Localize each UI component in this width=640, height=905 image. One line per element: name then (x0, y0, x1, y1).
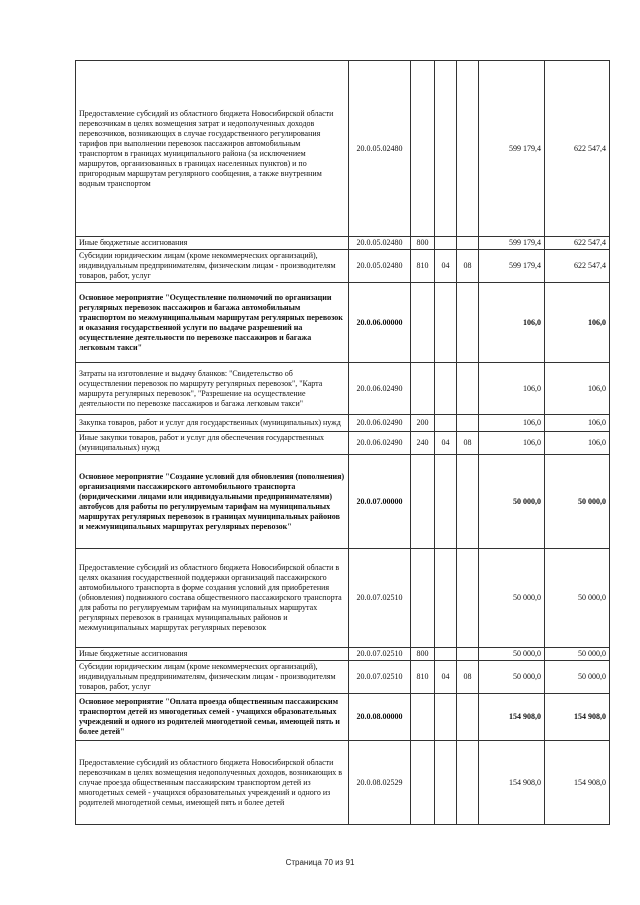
row-sum1-cell: 106,0 (479, 283, 545, 363)
row-rz-cell (435, 694, 457, 741)
table-row (76, 661, 610, 694)
row-pr-cell (457, 694, 479, 741)
row-sum1-cell: 599 179,4 (479, 237, 545, 250)
row-sum1-cell: 106,0 (479, 415, 545, 432)
budget-table-body (76, 61, 610, 825)
row-code-cell: 20.0.05.02480 (349, 61, 411, 237)
row-vr-cell (411, 741, 435, 825)
row-vr-cell (411, 363, 435, 415)
row-name-cell: Предоставление субсидий из областного бюджета Новосибирской области перевозчикам в целях возмещения недополученных доходов, возникающих в случае проезда общественным пассажирским транспортом детей из многодетных семей - учащихся образовательных учреждений и одного из родителей многодетной семьи, имеющей пять и более детей (76, 741, 349, 825)
row-pr-cell (457, 61, 479, 237)
row-code-cell: 20.0.07.02510 (349, 661, 411, 694)
row-name-cell: Основное мероприятие "Создание условий для обновления (пополнения) организациями пассажирского автомобильного транспорта (юридическими лицами или индивидуальными предпринимателями) автобусов для работы по регулируемым тарифам на муниципальных маршрутах регулярных перевозок в границах муниципальных районов и межмуниципальных маршрутах регулярных перевозок" (76, 455, 349, 549)
row-pr-cell (457, 283, 479, 363)
row-pr-cell: 08 (457, 661, 479, 694)
table-row (76, 694, 610, 741)
row-vr-cell: 800 (411, 237, 435, 250)
row-rz-cell (435, 648, 457, 661)
row-sum2-cell: 622 547,4 (545, 61, 610, 237)
row-pr-cell (457, 455, 479, 549)
row-sum1-cell: 154 908,0 (479, 694, 545, 741)
row-name-cell: Предоставление субсидий из областного бюджета Новосибирской области в целях оказания государственной поддержки организаций пассажирского автомобильного транспорта в форме создания условий для приобретения (обновления) подвижного состава общественного пассажирского транспорта для работы по регулируемым тарифам на муниципальных маршрутах регулярных перевозок в границах муниципальных районов и межмуниципальных маршрутах регулярных перевозок (76, 549, 349, 648)
row-rz-cell (435, 283, 457, 363)
row-sum1-cell: 50 000,0 (479, 661, 545, 694)
row-name-cell: Закупка товаров, работ и услуг для государственных (муниципальных) нужд (76, 415, 349, 432)
row-sum2-cell: 622 547,4 (545, 237, 610, 250)
row-pr-cell (457, 415, 479, 432)
row-code-cell: 20.0.06.00000 (349, 283, 411, 363)
row-vr-cell (411, 283, 435, 363)
row-vr-cell: 200 (411, 415, 435, 432)
row-sum1-cell: 106,0 (479, 432, 545, 455)
row-rz-cell (435, 455, 457, 549)
row-vr-cell: 240 (411, 432, 435, 455)
row-code-cell: 20.0.05.02480 (349, 250, 411, 283)
row-sum2-cell: 106,0 (545, 363, 610, 415)
row-code-cell: 20.0.06.02490 (349, 432, 411, 455)
row-sum1-cell: 50 000,0 (479, 455, 545, 549)
row-rz-cell (435, 237, 457, 250)
row-pr-cell: 08 (457, 250, 479, 283)
table-row (76, 283, 610, 363)
row-name-cell: Субсидии юридическим лицам (кроме некоммерческих организаций), индивидуальным предпринимателям, физическим лицам - производителям товаров, работ, услуг (76, 661, 349, 694)
row-rz-cell (435, 61, 457, 237)
row-rz-cell: 04 (435, 661, 457, 694)
budget-table (75, 60, 610, 825)
row-pr-cell: 08 (457, 432, 479, 455)
row-sum1-cell: 599 179,4 (479, 61, 545, 237)
row-code-cell: 20.0.06.02490 (349, 415, 411, 432)
row-name-cell: Иные бюджетные ассигнования (76, 237, 349, 250)
row-name-cell: Иные закупки товаров, работ и услуг для обеспечения государственных (муниципальных) нужд (76, 432, 349, 455)
table-row (76, 432, 610, 455)
row-name-cell: Затраты на изготовление и выдачу бланков: "Свидетельство об осуществлении перевозок по маршруту регулярных перевозок", "Карта маршрута регулярных перевозок", "Разрешение на осуществление деятельности по перевозке пассажиров и багажа легковым такси" (76, 363, 349, 415)
row-sum1-cell: 50 000,0 (479, 648, 545, 661)
row-pr-cell (457, 237, 479, 250)
row-sum2-cell: 154 908,0 (545, 741, 610, 825)
row-code-cell: 20.0.06.02490 (349, 363, 411, 415)
row-sum2-cell: 50 000,0 (545, 549, 610, 648)
row-sum2-cell: 50 000,0 (545, 648, 610, 661)
row-pr-cell (457, 363, 479, 415)
table-row (76, 237, 610, 250)
row-rz-cell: 04 (435, 250, 457, 283)
row-pr-cell (457, 549, 479, 648)
table-row (76, 250, 610, 283)
table-row (76, 648, 610, 661)
row-pr-cell (457, 648, 479, 661)
row-vr-cell (411, 455, 435, 549)
row-vr-cell (411, 61, 435, 237)
row-name-cell: Субсидии юридическим лицам (кроме некоммерческих организаций), индивидуальным предпринимателям, физическим лицам - производителям товаров, работ, услуг (76, 250, 349, 283)
row-sum1-cell: 50 000,0 (479, 549, 545, 648)
row-sum2-cell: 50 000,0 (545, 661, 610, 694)
row-sum1-cell: 154 908,0 (479, 741, 545, 825)
row-pr-cell (457, 741, 479, 825)
row-sum1-cell: 106,0 (479, 363, 545, 415)
row-name-cell: Основное мероприятие "Оплата проезда общественным пассажирским транспортом детей из многодетных семей - учащихся образовательных учреждений и одного из родителей многодетной семьи, имеющей пять и более детей" (76, 694, 349, 741)
table-row (76, 61, 610, 237)
row-code-cell: 20.0.07.02510 (349, 648, 411, 661)
row-rz-cell: 04 (435, 432, 457, 455)
row-vr-cell: 810 (411, 661, 435, 694)
row-vr-cell: 810 (411, 250, 435, 283)
row-name-cell: Предоставление субсидий из областного бюджета Новосибирской области перевозчикам в целях возмещения затрат и недополученных доходов перевозчиков, возникающих в случае государственного регулирования тарифов при выполнении перевозок пассажиров автомобильным транспортом в границах муниципального района (за исключением маршрутов, организованных в границах населенных пунктов) и по пригородным маршрутам регулярного сообщения, а также внутренним водным транспортом (76, 61, 349, 237)
table-row (76, 741, 610, 825)
row-code-cell: 20.0.08.00000 (349, 694, 411, 741)
row-sum2-cell: 106,0 (545, 432, 610, 455)
table-row (76, 363, 610, 415)
table-row (76, 549, 610, 648)
row-sum2-cell: 50 000,0 (545, 455, 610, 549)
row-sum1-cell: 599 179,4 (479, 250, 545, 283)
row-sum2-cell: 106,0 (545, 415, 610, 432)
row-sum2-cell: 622 547,4 (545, 250, 610, 283)
page-footer: Страница 70 из 91 (285, 858, 355, 867)
table-row (76, 415, 610, 432)
row-rz-cell (435, 741, 457, 825)
row-vr-cell: 800 (411, 648, 435, 661)
row-rz-cell (435, 363, 457, 415)
row-rz-cell (435, 415, 457, 432)
row-name-cell: Основное мероприятие "Осуществление полномочий по организации регулярных перевозок пассажиров и багажа автомобильным транспортом по межмуниципальным маршрутам регулярных перевозок и оказания государственной услуги по выдаче разрешений на осуществление деятельности по перевозке пассажиров и багажа легковым такси" (76, 283, 349, 363)
table-row (76, 455, 610, 549)
row-vr-cell (411, 549, 435, 648)
row-code-cell: 20.0.07.00000 (349, 455, 411, 549)
row-sum2-cell: 106,0 (545, 283, 610, 363)
row-vr-cell (411, 694, 435, 741)
row-code-cell: 20.0.08.02529 (349, 741, 411, 825)
row-name-cell: Иные бюджетные ассигнования (76, 648, 349, 661)
row-sum2-cell: 154 908,0 (545, 694, 610, 741)
row-rz-cell (435, 549, 457, 648)
row-code-cell: 20.0.07.02510 (349, 549, 411, 648)
row-code-cell: 20.0.05.02480 (349, 237, 411, 250)
